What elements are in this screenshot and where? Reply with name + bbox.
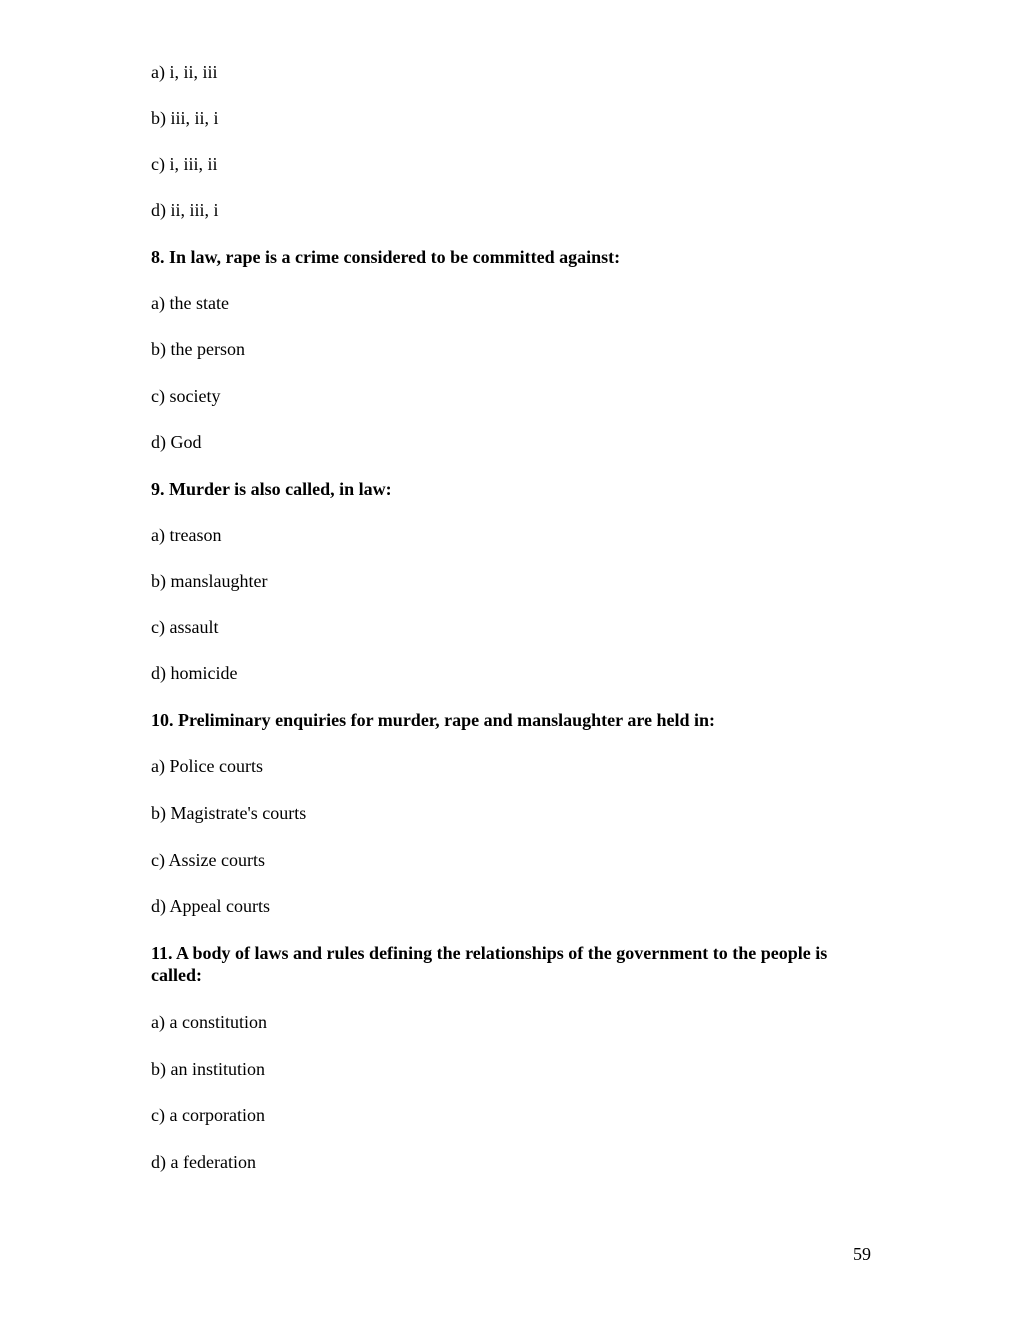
q9-option-d: d) homicide — [151, 663, 238, 683]
option-pre-d: d) ii, iii, i — [151, 200, 219, 220]
q9-option-a: a) treason — [151, 525, 222, 545]
option-pre-b: b) iii, ii, i — [151, 108, 219, 128]
q9-option-c: c) assault — [151, 617, 219, 637]
question-11: 11. A body of laws and rules defining the relationships of the government to the people is called: — [151, 943, 828, 985]
q10-option-b: b) Magistrate's courts — [151, 803, 307, 823]
q8-option-c: c) society — [151, 386, 221, 406]
option-pre-a: a) i, ii, iii — [151, 62, 218, 82]
q10-option-d: d) Appeal courts — [151, 896, 270, 916]
q11-option-b: b) an institution — [151, 1059, 265, 1079]
q11-option-c: c) a corporation — [151, 1105, 265, 1125]
q9-option-b: b) manslaughter — [151, 571, 268, 591]
option-pre-c: c) i, iii, ii — [151, 154, 218, 174]
question-9: 9. Murder is also called, in law: — [151, 479, 392, 499]
q11-option-d: d) a federation — [151, 1152, 256, 1172]
question-10: 10. Preliminary enquiries for murder, rape and manslaughter are held in: — [151, 710, 716, 730]
q10-option-c: c) Assize courts — [151, 850, 265, 870]
question-8: 8. In law, rape is a crime considered to be committed against: — [151, 247, 621, 267]
page-number: 59 — [853, 1244, 871, 1264]
q8-option-a: a) the state — [151, 293, 229, 313]
q10-option-a: a) Police courts — [151, 756, 263, 776]
q11-option-a: a) a constitution — [151, 1012, 267, 1032]
q8-option-d: d) God — [151, 432, 202, 452]
q8-option-b: b) the person — [151, 339, 245, 359]
